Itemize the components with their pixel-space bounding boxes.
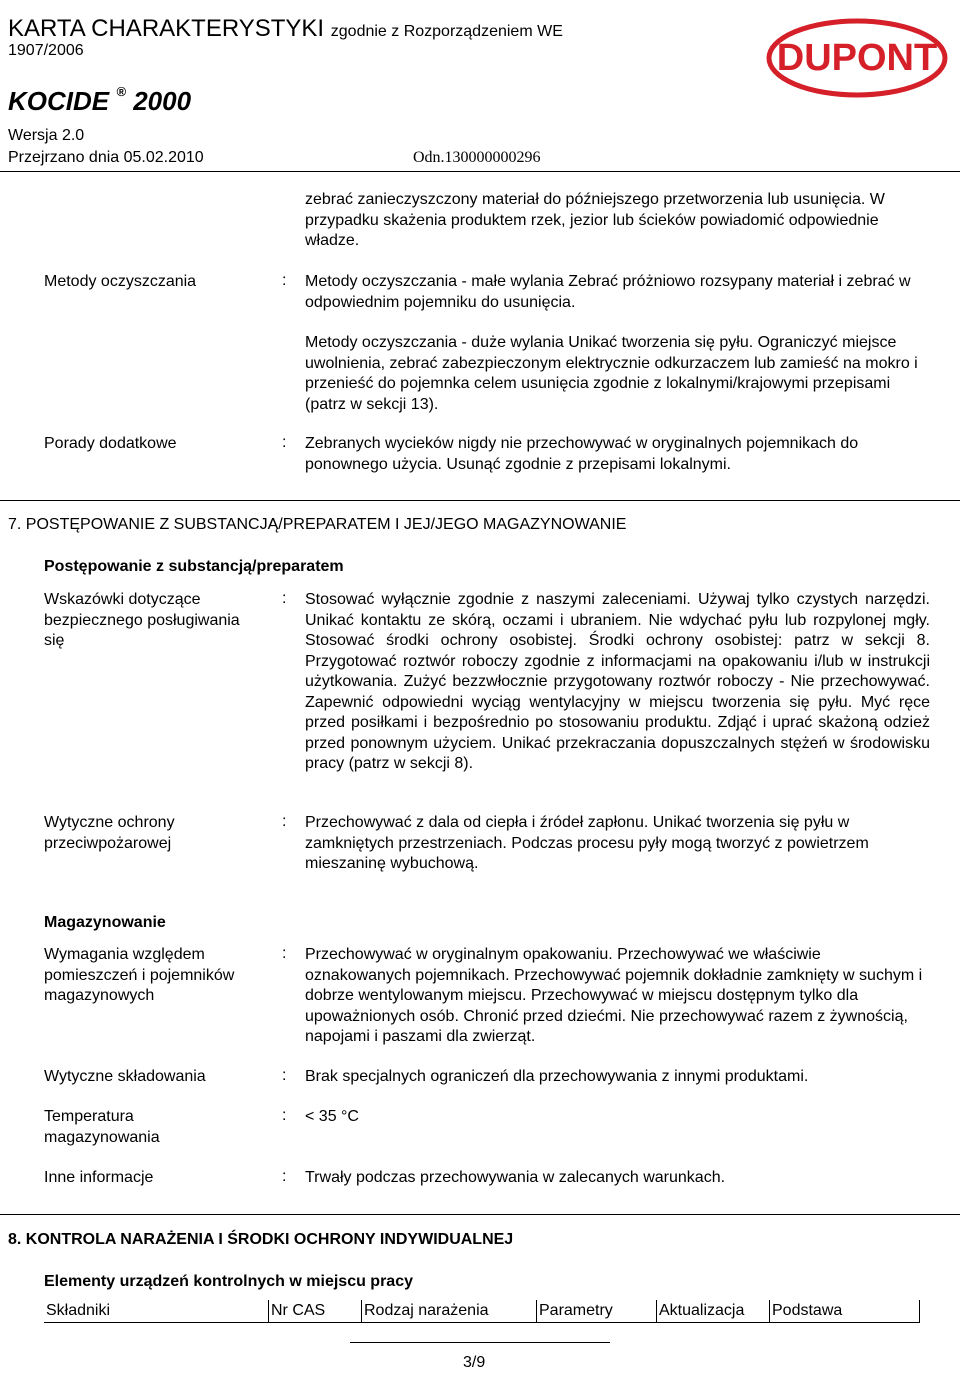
column-header: Podstawa [770, 1300, 920, 1323]
fire-protection-label: Wytyczne ochrony przeciwpożarowej [44, 814, 175, 852]
section-divider [0, 500, 960, 501]
table-header-row [44, 1300, 920, 1323]
product-name [8, 86, 191, 117]
colon: : [282, 813, 287, 830]
column-header: Parametry [537, 1300, 657, 1323]
column-header: Składniki [44, 1300, 269, 1323]
other-info-value: Trwały podczas przechowywania w zalecanych warunkach. [305, 1169, 726, 1186]
colon: : [282, 1067, 287, 1084]
logo-text: DUPONT [776, 37, 938, 79]
exposure-controls-table [44, 1300, 920, 1323]
document-number: Odn.130000000296 [413, 149, 541, 166]
storage-subtitle: Magazynowanie [44, 914, 166, 931]
title-sub: zgodnie z Rozporządzeniem WE [330, 23, 563, 40]
storage-requirements-value: Przechowywać w oryginalnym opakowaniu. Przechowywać we właściwie oznakowanych pojemnikach. Przechowywać pojemnik dokładnie zamknięty w suchym i dobrze wentylowanym miejscu. Przechowywać w miejscu dostępnym tylko dla upoważnionych osób. Chronić przed dziećmi. Nie przechowywać razem z żywnością, napojami i paszami dla zwierząt. [305, 946, 923, 1045]
column-header: Aktualizacja [657, 1300, 770, 1323]
additional-advice-value: Zebranych wycieków nigdy nie przechowywać w oryginalnych pojemnikach do ponownego użycia. Usunąć zgodnie z przepisami lokalnymi. [305, 435, 859, 473]
cleaning-large-spills: Metody oczyszczania - duże wylania Unikać tworzenia się pyłu. Ograniczyć miejsce uwolnienia, zebrać zabezpieczonym elektrycznie odkurzaczem lub zamieść na mokro i przenieść do pojemnka celem usunięcia zgodnie z lokalnymi/krajowymi przepisami (patrz w sekcji 13). [305, 334, 918, 413]
page-number: 3/9 [463, 1354, 486, 1371]
storage-guidelines-label: Wytyczne składowania [44, 1068, 206, 1085]
storage-requirements-label: Wymagania względem pomieszczeń i pojemników magazynowych [44, 946, 235, 1004]
dupont-logo [766, 18, 948, 103]
colon: : [282, 945, 287, 962]
column-header: Nr CAS [269, 1300, 362, 1323]
other-info-label: Inne informacje [44, 1169, 154, 1186]
product-number: 2000 [133, 86, 192, 116]
handling-subtitle: Postępowanie z substancją/preparatem [44, 558, 344, 575]
controls-subtitle: Elementy urządzeń kontrolnych w miejscu pracy [44, 1273, 413, 1290]
colon: : [282, 590, 287, 607]
colon: : [282, 272, 287, 289]
storage-guidelines-value: Brak specjalnych ograniczeń dla przechowywania z innymi produktami. [305, 1068, 809, 1085]
colon: : [282, 1168, 287, 1185]
registered-mark: ® [116, 84, 126, 100]
cleaning-small-spills: Metody oczyszczania - małe wylania Zebrać próżniowo rozsypany materiał i zebrać w odpowiednim pojemniku do usunięcia. [305, 273, 911, 311]
colon: : [282, 434, 287, 451]
additional-advice-label: Porady dodatkowe [44, 435, 177, 452]
section-7-title: 7. POSTĘPOWANIE Z SUBSTANCJĄ/PREPARATEM I JEJ/JEGO MAGAZYNOWANIE [8, 516, 627, 533]
revision-date: Przejrzano dnia 05.02.2010 [8, 149, 204, 166]
version: Wersja 2.0 [8, 127, 85, 144]
section-8-title: 8. KONTROLA NARAŻENIA I ŚRODKI OCHRONY INDYWIDUALNEJ [8, 1231, 514, 1248]
document-title [8, 15, 563, 43]
cleaning-methods-label: Metody oczyszczania [44, 273, 197, 290]
colon: : [282, 1107, 287, 1124]
regulation-number: 1907/2006 [8, 42, 84, 59]
storage-temperature-label: Temperatura magazynowania [44, 1108, 160, 1146]
product-title: KOCIDE [8, 86, 110, 116]
column-header: Rodzaj narażenia [362, 1300, 537, 1323]
safe-handling-value: Stosować wyłącznie zgodnie z naszymi zaleceniami. Używaj tylko czystych narzędzi. Unikać kontaktu ze skórą, oczami i ubraniem. Nie wdychać pyłu lub rozpylonej mgły. Stosować środki ochrony osobistej. Środki ochrony osobistej: patrz w sekcji 8. Przygotować roztwór roboczy zgodnie z informacjami na opakowaniu i/lub w instrukcji użytkowania. Zużyć bezzwłocznie przygotowany roztwór roboczy - Nie przechowywać. Zapewnić odpowiedni wyciąg wentylacyjny w miejscu tworzenia się pyłu. Myć ręce przed posiłkami i bezpośrednio po stosowaniu produktu. Zdjąć i uprać skażoną odzież przed ponownym użyciem. Unikać przekraczania dopuszczalnych stężeń w środowisku pracy (patrz w sekcji 8). [305, 591, 930, 772]
safe-handling-label: Wskazówki dotyczące bezpiecznego posługiwania się [44, 591, 240, 649]
header-divider [0, 171, 960, 172]
title-main: KARTA CHARAKTERYSTYKI [8, 15, 325, 42]
spill-intro-text: zebrać zanieczyszczony materiał do późniejszego przetworzenia lub usunięcia. W przypadku skażenia produktem rzek, jezior lub ścieków powiadomić odpowiednie władze. [305, 191, 885, 249]
footer-divider [350, 1342, 610, 1343]
fire-protection-value: Przechowywać z dala od ciepła i źródeł zapłonu. Unikać tworzenia się pyłu w zamkniętych przestrzeniach. Podczas procesu pyły mogą tworzyć z powietrzem mieszaninę wybuchową. [305, 814, 869, 872]
storage-temperature-value: < 35 °C [305, 1108, 359, 1125]
section-divider [0, 1214, 960, 1215]
